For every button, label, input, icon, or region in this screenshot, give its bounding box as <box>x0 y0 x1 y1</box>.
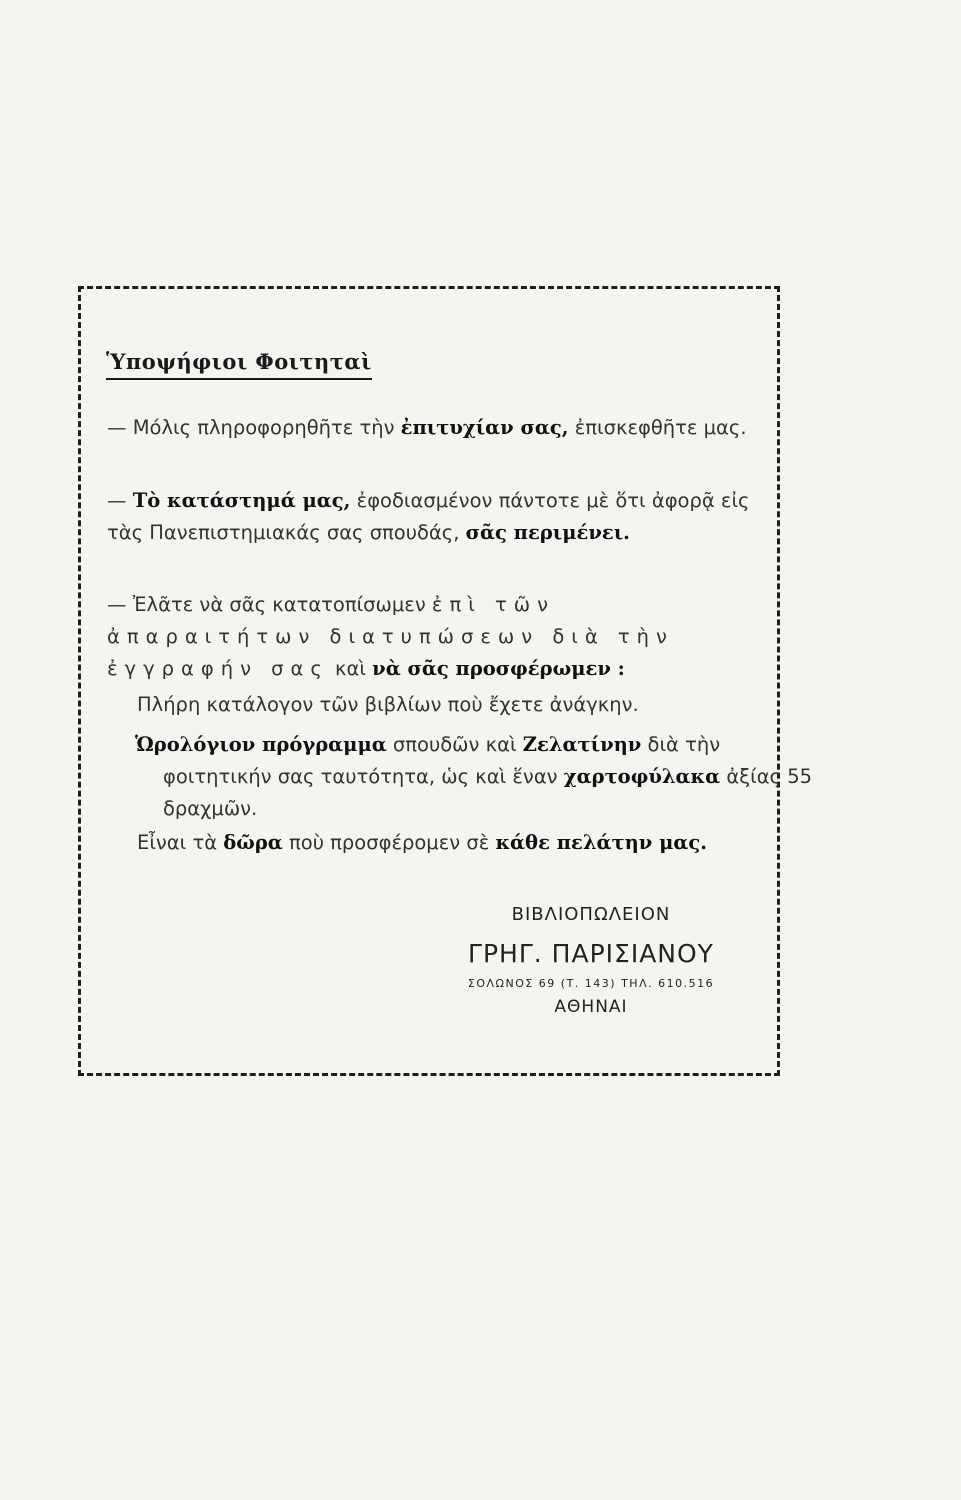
advertisement-frame <box>78 286 813 1076</box>
closing-line: Εἶναι τὰ δῶρα ποὺ προσφέρομεν σὲ κάθε πελάτην μας. <box>137 831 708 854</box>
paragraph-offer: — Ἐλᾶτε νὰ σᾶς κατατοπίσωμεν ἐπὶ τῶν ἀπαραιτήτων διατυπώσεων διὰ τὴν ἐγγραφήν σας καὶ νὰ σᾶς προσφέρωμεν : <box>107 593 674 680</box>
signature-address: ΣΟΛΩΝΟΣ 69 (Τ. 143) ΤΗΛ. 610.516 <box>467 977 715 990</box>
signature-shop-name: ΓΡΗΓ. ΠΑΡΙΣΙΑΝΟΥ <box>468 939 714 968</box>
signature-city: ΑΘΗΝΑΙ <box>554 997 628 1017</box>
list-item-catalogue: Πλήρη κατάλογον τῶν βιβλίων ποὺ ἔχετε ἀνάγκην. <box>137 693 639 716</box>
paragraph-store: — Τὸ κατάστημά μας, ἐφοδιασμένον πάντοτε μὲ ὅτι ἀφορᾷ εἰς τὰς Πανεπιστημιακάς σας σπουδάς, σᾶς περιμένει. <box>107 489 750 544</box>
paragraph-success: — Μόλις πληροφορηθῆτε τὴν ἐπιτυχίαν σας, ἐπισκεφθῆτε μας. <box>107 416 747 439</box>
list-item-gifts: Ὡρολόγιον πρόγραμμα σπουδῶν καὶ Ζελατίνην διὰ τὴν φοιτητικήν σας ταυτότητα, ὡς καὶ ἕναν χαρτοφύλακα ἀξίας 55 δραχμῶν. <box>135 733 813 820</box>
signature-shop-type: ΒΙΒΛΙΟΠΩΛΕΙΟΝ <box>511 904 671 925</box>
heading: Ὑποψήφιοι Φοιτηταὶ <box>106 349 372 380</box>
